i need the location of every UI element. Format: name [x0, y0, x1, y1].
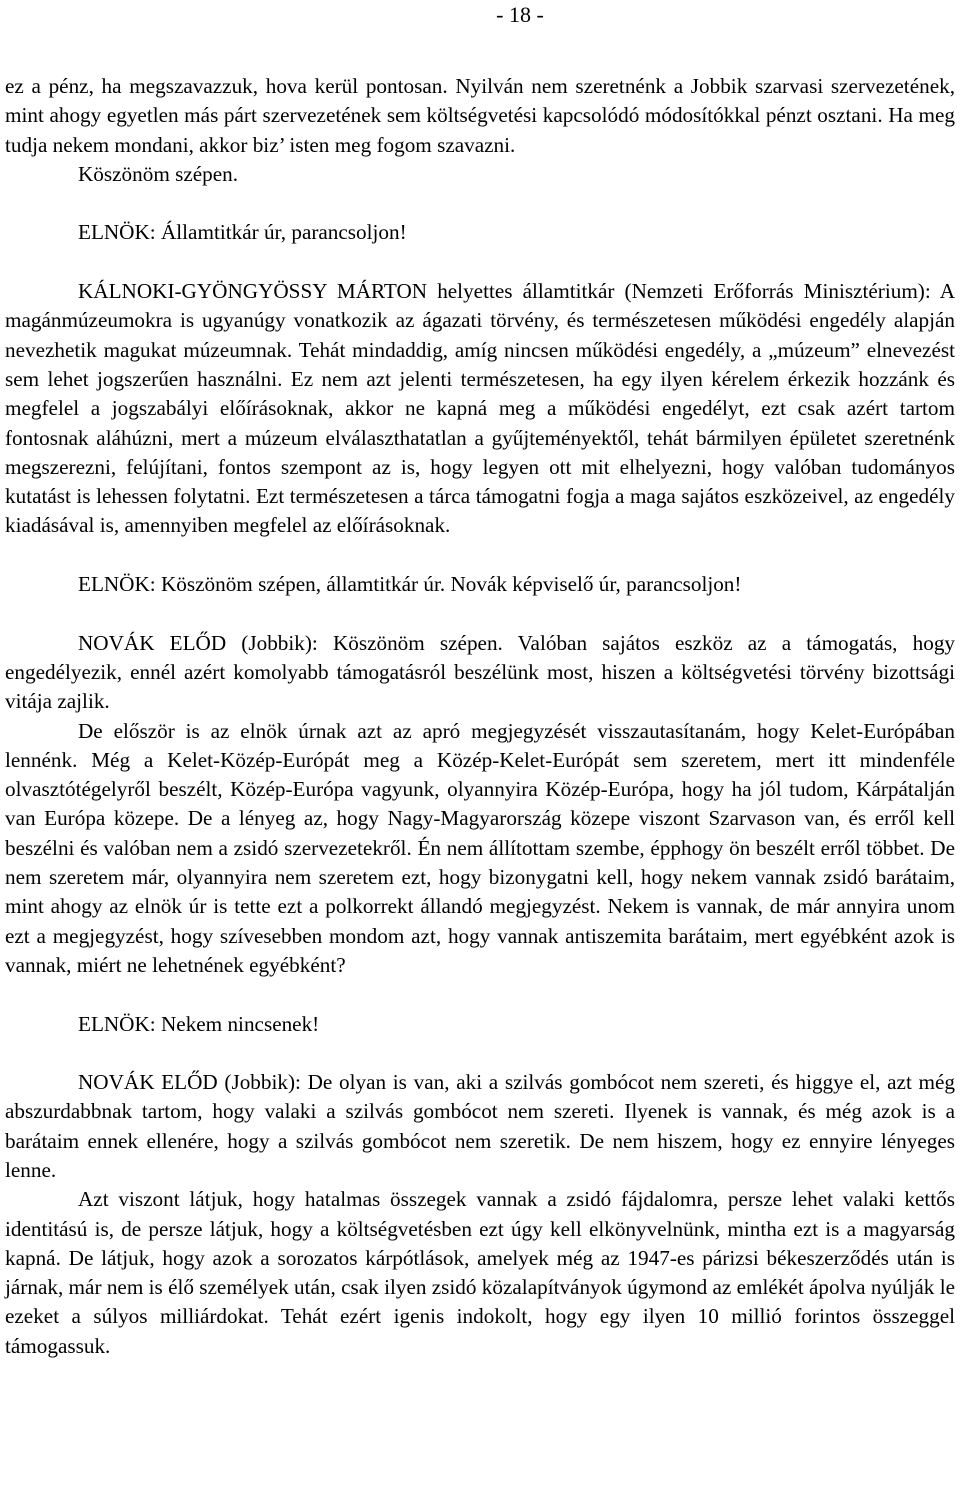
- paragraph-text: ez a pénz, ha megszavazzuk, hova kerül pontosan. Nyilván nem szeretnénk a Jobbik szarvasi szervezetének, mint ahogy egyetlen más párt szervezetének sem költségvetési kapcsolódó módosítókkal pénzt osztani. Ha meg tudja nekem mondani, akkor biz’ isten meg fogom szavazni.: [5, 74, 955, 157]
- paragraph: [5, 1010, 955, 1039]
- paragraph: [5, 1068, 955, 1185]
- paragraph: [5, 218, 955, 247]
- paragraph-text: (Jobbik): De olyan is van, aki a szilvás gombócot nem szereti, és higgye el, azt még abszurdabbnak tartom, hogy valaki a szilvás gombócot nem szereti. Ilyenek is vannak, és még azok is a barátaim ennek ellenére, hogy a szilvás gombócot nem szeretik. De nem hiszem, hogy ez ennyire lényeges lenne.: [5, 1070, 956, 1182]
- speaker-name: ELNÖK:: [78, 220, 156, 245]
- paragraph: [5, 1185, 955, 1361]
- paragraph-text: Köszönöm szépen.: [78, 161, 239, 186]
- paragraph-text: (Jobbik): Köszönöm szépen. Valóban sajátos eszköz az a támogatás, hogy engedélyezik, ennél azért komolyabb támogatásról beszélünk most, hiszen a költségvetési törvény bizottsági vitája zajlik.: [5, 630, 956, 714]
- paragraph: [5, 717, 955, 981]
- paragraph-text: Köszönöm szépen, államtitkár úr. Novák képviselő úr, parancsoljon!: [160, 572, 742, 597]
- paragraph: [5, 160, 955, 189]
- paragraph-text: Nekem nincsenek!: [160, 1011, 320, 1036]
- speaker-name: NOVÁK ELŐD: [78, 1070, 218, 1095]
- paragraph-text: Azt viszont látjuk, hogy hatalmas összegek vannak a zsidó fájdalomra, persze lehet valaki kettős identitású is, de persze látjuk, hogy a költségvetésben ezt úgy kell elkönyvelnünk, mintha ezt is a magyarság kapná. De látjuk, hogy azok a sorozatos kárpótlások, amelyek még az 1947-es párizsi békeszerződés után is járnak, már nem is élő személyek után, csak ilyen zsidó közalapítványok úgymond az emlékét ápolva nyúlják le ezeket a súlyos milliárdokat. Tehát ezért igenis indokolt, hogy egy ilyen 10 millió forintos összeggel támogassuk.: [5, 1187, 955, 1358]
- paragraph: [5, 277, 955, 541]
- paragraph-text: helyettes államtitkár (Nemzeti Erőforrás Minisztérium): A magánmúzeumokra is ugyanúgy vonatkozik az ágazati törvény, és természetesen működési engedély alapján nevezhetik magukat múzeumnak. Tehát mindaddig, amíg nincsen működési engedély, a „múzeum” elnevezést sem lehet jogszerűen használni. Ez nem azt jelenti természetesen, ha egy ilyen kérelem érkezik hozzánk és megfelel a jogszabályi előírásoknak, akkor ne kapná meg a működési engedélyt, ezt csak azért tartom fontosnak aláhúzni, mert a múzeum elválaszthatatlan a gyűjteményektől, tehát bármilyen épületet szeretnénk megszerezni, felújítani, fontos szempont az is, hogy legyen ott mit elhelyezni, hogy valóban tudományos kutatást is lehessen folytatni. Ezt természetesen a tárca támogatni fogja a maga sajátos eszközeivel, az engedély kiadásával is, amennyiben megfelel az előírásoknak.: [5, 279, 956, 538]
- paragraph: [5, 570, 955, 599]
- paragraph: [5, 629, 955, 717]
- speaker-name: KÁLNOKI-GYÖNGYÖSSY MÁRTON: [78, 279, 428, 304]
- document-body: [5, 72, 955, 1361]
- speaker-name: ELNÖK:: [78, 1011, 156, 1036]
- page-number: - 18 -: [496, 2, 544, 27]
- paragraph-text: Államtitkár úr, parancsoljon!: [160, 220, 407, 245]
- paragraph: [5, 72, 955, 160]
- speaker-name: ELNÖK:: [78, 572, 156, 597]
- speaker-name: NOVÁK ELŐD: [78, 630, 227, 655]
- paragraph-text: De először is az elnök úrnak azt az apró megjegyzését visszautasítanám, hogy Kelet-Európában lennénk. Még a Kelet-Közép-Európát meg a Közép-Kelet-Európát sem szeretem, mert itt mindenféle olvasztótégelyről beszélt, Közép-Európa vagyunk, olyannyira Közép-Európa, hogy ha jól tudom, Kárpátalján van Európa közepe. De a lényeg az, hogy Nagy-Magyarország közepe viszont Szarvason van, és erről kell beszélni és valóban nem a zsidó szervezetekről. Én nem állítottam szembe, épphogy ön beszélt erről többet. De nem szeretem már, olyannyira nem szeretem ezt, hogy bizonygatni kell, hogy nekem vannak zsidó barátaim, mint ahogy az elnök úr is tette ezt a polkorrekt állandó megjegyzést. Nekem is vannak, de már annyira unom ezt a megjegyzést, hogy szívesebben mondom azt, hogy vannak antiszemita barátaim, mert egyébként azok is vannak, miért ne lehetnének egyébként?: [5, 718, 955, 977]
